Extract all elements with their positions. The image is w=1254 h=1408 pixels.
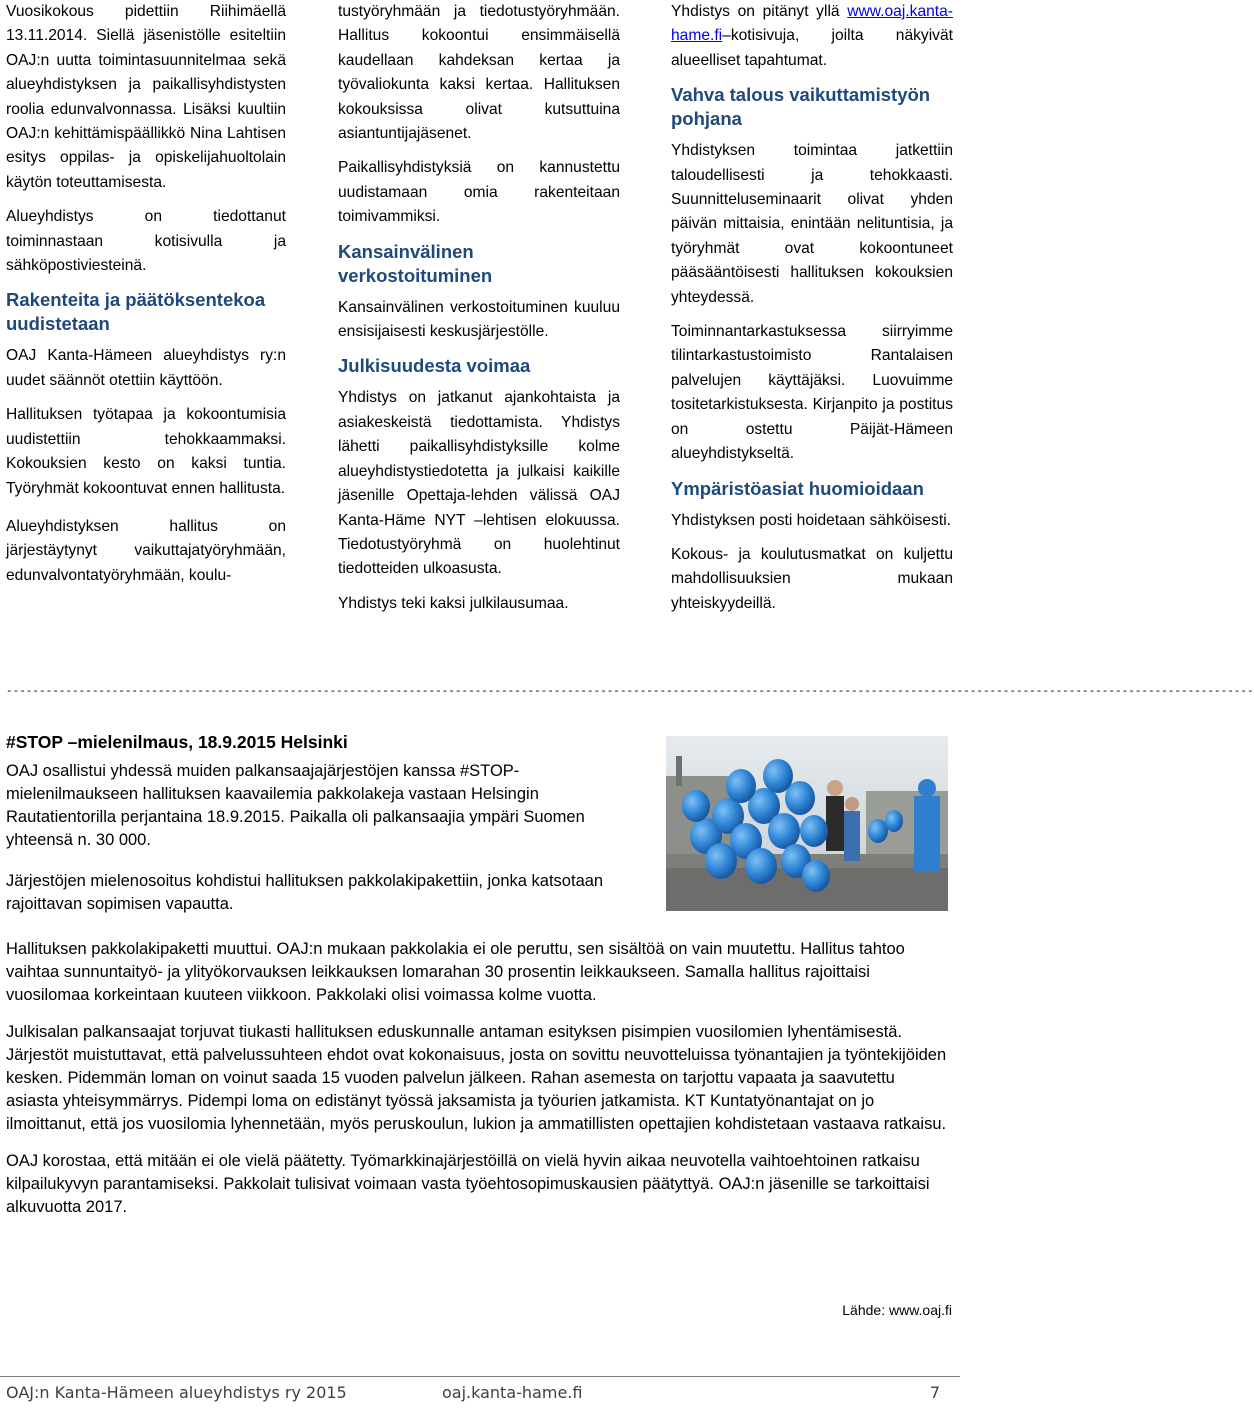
col1-paragraph-1: Vuosikokous pidettiin Riihimäellä 13.11.2014. Siellä jäsenistölle esiteltiin OAJ:n uutta toimintasuunnitelmaa sekä alueyhdistyksen ja paikallisyhdistysten roolia edunvalvonnassa. Lisäksi kuultiin OAJ:n kehittämispäällikkö Nina Lahtisen esitys oppilas- ja opiskelijahuoltolain käytön toteuttamisesta. (6, 3, 286, 191)
article-title: #STOP –mielenilmaus, 18.9.2015 Helsinki (6, 732, 348, 752)
footer-organization: OAJ:n Kanta-Hämeen alueyhdistys ry 2015 (6, 1383, 347, 1402)
kotisivu-link[interactable]: www.oaj.kanta-hame.fi (671, 3, 953, 45)
page-number: 7 (929, 1383, 940, 1402)
col2-paragraph-4: Yhdistys on jatkanut ajankohtaista ja asiakeskeistä tiedottamista. Yhdistys lähetti paikallisyhdistyksille kolme alueyhdistystiedotetta ja julkaisi kaikille jäsenille Opettaja-lehden välissä OAJ Kanta-Häme NYT –lehtisen elokuussa. Tiedotustyöryhmä on huolehtinut tiedotteiden ulkoasusta. (338, 389, 620, 578)
col3-heading-ymparisto: Ympäristöasiat huomioidaan (671, 477, 924, 499)
col2-paragraph-5: Yhdistys teki kaksi julkilausumaa. (338, 594, 569, 612)
col2-heading-kansainvalinen: Kansainvälinen verkostoituminen (338, 240, 493, 286)
col3-paragraph-1-end: –kotisivuja, joilta näkyivät alueelliset tapahtumat. (671, 27, 953, 69)
footer-rule (0, 1376, 960, 1377)
col3-paragraph-1 (671, 0, 953, 73)
col3-heading-talous: Vahva talous vaikuttamistyön pohjana (671, 84, 931, 130)
article-paragraph-1: OAJ osallistui yhdessä muiden palkansaajajärjestöjen kanssa #STOP-mielenilmaukseen hallituksen kaavailemia pakkolakeja vastaan Helsingin Rautatientorilla perjantaina 18.9.2015. Paikalla oli palkansaajia ympäri Suomen yhteensä n. 30 000. (6, 762, 585, 849)
col2-paragraph-3: Kansainvälinen verkostoituminen kuuluu ensisijaisesti keskusjärjestölle. (338, 298, 620, 341)
demonstration-photo (666, 736, 948, 911)
col1-paragraph-2: Alueyhdistys on tiedottanut toiminnastaan kotisivulla ja sähköpostiviesteinä. (6, 208, 286, 275)
article-paragraph-5: OAJ korostaa, että mitään ei ole vielä päätetty. Työmarkkinajärjestöillä on vielä hyvin aikaa neuvotella vaihtoehtoinen ratkaisu kilpailukyvyn parantamiseksi. Pakkolait tulisivat voimaan vasta työehtosopimuskausien päätyttyä. OAJ:n jäsenille se tarkoittaisi alkuvuotta 2017. (6, 1152, 930, 1216)
column-1 (6, 0, 286, 598)
footer-website[interactable]: oaj.kanta-hame.fi (442, 1383, 583, 1402)
col3-paragraph-3: Toiminnantarkastuksessa siirryimme tilintarkastustoimisto Rantalaisen palvelujen käyttäjäksi. Luovuimme tositetarkistuksesta. Kirjanpito ja postitus on ostettu Päijät-Hämeen alueyhdistykseltä. (671, 323, 953, 463)
col3-paragraph-2: Yhdistyksen toimintaa jatkettiin taloudellisesti ja tehokkaasti. Suunnitteluseminaarit olivat yhden päivän mittaisia, enintään nelituntisia, ja työryhmät ovat kokoontuneet pääsääntöisesti hallituksen kokouksien yhteydessä. (671, 142, 953, 306)
article-paragraph-2: Järjestöjen mielenosoitus kohdistui hallituksen pakkolakipakettiin, jonka katsotaan rajoittavan sopimisen vapautta. (6, 872, 604, 913)
col2-heading-julkisuudesta: Julkisuudesta voimaa (338, 355, 531, 377)
col3-paragraph-1-start: Yhdistys on pitänyt yllä (671, 3, 840, 20)
dashed-separator: --------------------------------------------------------------------------------------------------------------------------------------------------------------------------------------------- (6, 686, 1254, 698)
article-paragraph-4: Julkisalan palkansaajat torjuvat tiukasti hallituksen eduskunnalle antaman esityksen pisimpien vuosilomien lyhentämisestä. Järjestöt muistuttavat, että palvelussuhteen ehdot ovat kokonaisuus, josta on sovittu neuvotteluissa työnantajien ja työntekijöiden kesken. Pidemmän loman on voinut saada 15 vuoden palvelun jälkeen. Rahan asemesta on tarjottu vapaata ja saavutettu asiasta yhteisymmärrys. Pidempi loma on edistänyt työssä jaksamista ja työurien jatkamista. KT Kuntatyönantajat on jo ilmoittanut, että jos vuosilomia lyhennetään, myös peruskoulun, lukion ja ammatillisten opettajien kohdistetaan vastaava ratkaisu. (6, 1023, 947, 1133)
col3-paragraph-5: Kokous- ja koulutusmatkat on kuljettu mahdollisuuksien mukaan yhteiskyydeillä. (671, 545, 953, 612)
col1-heading-rakenteita: Rakenteita ja päätöksentekoa uudistetaan (6, 289, 266, 335)
col1-paragraph-4: Hallituksen työtapaa ja kokoontumisia uudistettiin tehokkaammaksi. Kokouksien kesto on kaksi tuntia. Työryhmät kokoontuvat ennen hallitusta. (6, 406, 286, 497)
column-3 (671, 0, 953, 626)
col2-paragraph-2: Paikallisyhdistyksiä on kannustettu uudistamaan omia rakenteitaan toimivammiksi. (338, 159, 620, 226)
col2-paragraph-1: tustyöryhmään ja tiedotustyöryhmään. Hallitus kokoontui ensimmäisellä kaudellaan kahdeksan kertaa ja työvaliokunta kaksi kertaa. Hallituksen kokouksissa olivat kutsuttuina asiantuntijajäsenet. (338, 3, 620, 143)
col1-paragraph-3: OAJ Kanta-Hämeen alueyhdistys ry:n uudet säännöt otettiin käyttöön. (6, 347, 286, 389)
balloons-image (666, 736, 948, 911)
column-2 (338, 0, 620, 626)
col1-paragraph-5: Alueyhdistyksen hallitus on järjestäytynyt vaikuttajatyöryhmään, edunvalvontatyöryhmään, koulu- (6, 517, 286, 584)
col3-paragraph-4: Yhdistyksen posti hoidetaan sähköisesti. (671, 511, 951, 529)
source-note: Lähde: www.oaj.fi (842, 1302, 952, 1318)
article-paragraph-3: Hallituksen pakkolakipaketti muuttui. OAJ:n mukaan pakkolakia ei ole peruttu, sen sisältöä on vain muutettu. Hallitus tahtoo vaihtaa sunnuntaityö- ja ylityökorvauksen leikkauksen lomarahan 30 prosentin leikkaukseen. Samalla hallitus rajoittaisi vuosilomaa korkeintaan kuuteen viikkoon. Pakkolaki olisi voimassa kolme vuotta. (6, 940, 905, 1004)
